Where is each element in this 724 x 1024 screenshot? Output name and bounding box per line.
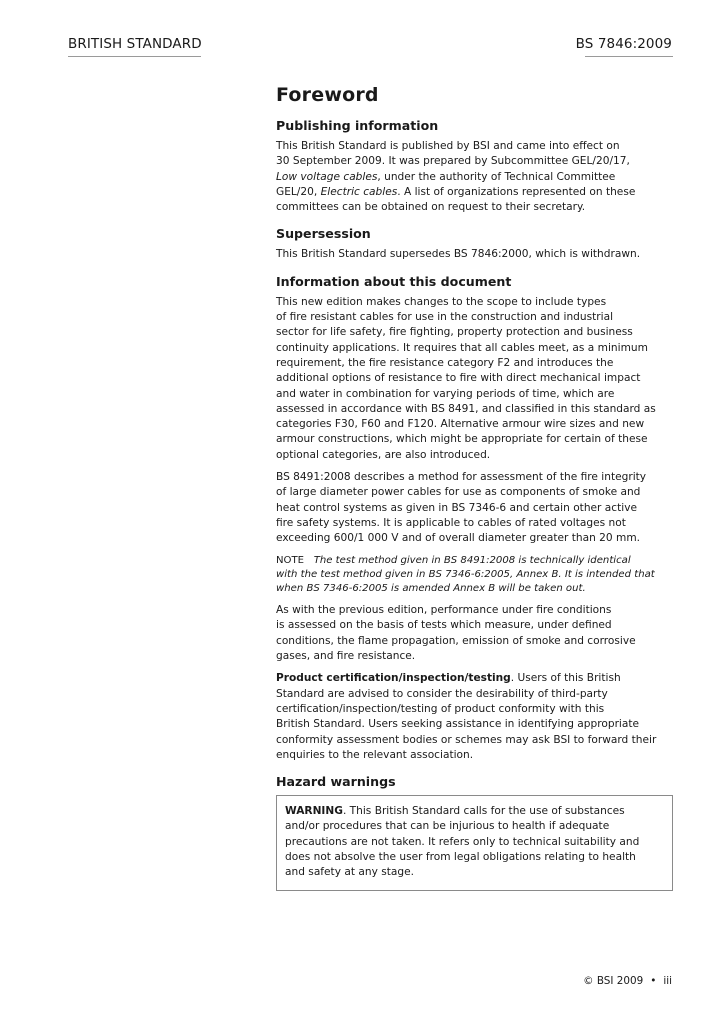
paragraph-supersession: This British Standard supersedes BS 7846:2000, which is withdrawn. bbox=[276, 248, 641, 261]
heading-hazard-warnings: Hazard warnings bbox=[276, 774, 396, 790]
publishing-committee-title: Electric cables bbox=[320, 185, 398, 198]
product-certification-text: . Users of this British Standard are advised to consider the desirability of third-party certification/inspection/testing of product conformity with this British Standard. Users seeking assistance in identifying appropriate conformity assessment bodies or schemes may ask BSI to forward their enquiries to the relevant association. bbox=[276, 672, 657, 761]
heading-supersession: Supersession bbox=[276, 226, 371, 242]
paragraph-publishing bbox=[276, 139, 674, 215]
header-rule-left bbox=[68, 56, 201, 57]
note-label: NOTE bbox=[276, 554, 305, 566]
foreword-content bbox=[276, 84, 674, 891]
product-certification-label: Product certification/inspection/testing bbox=[276, 672, 511, 685]
note bbox=[276, 554, 674, 597]
warning-text: . This British Standard calls for the use of substances and/or procedures that can be injurious to health if adequate precautions are not taken. It refers only to technical suitability and does not absolve the user from legal obligations relating to health and safety at any stage. bbox=[285, 805, 640, 879]
paragraph-information-3: As with the previous edition, performance under fire conditions is assessed on the basis of tests which measure, under defined conditions, the flame propagation, emission of smoke and corrosive gases, and fire resistance. bbox=[276, 604, 636, 663]
warning-label: WARNING bbox=[285, 805, 343, 818]
page-title: Foreword bbox=[276, 84, 379, 106]
publishing-subcommittee-title: Low voltage cables bbox=[276, 170, 378, 183]
footer-separator: • bbox=[650, 975, 657, 987]
warning-paragraph bbox=[285, 804, 663, 880]
note-text: The test method given in BS 8491:2008 is technically identical with the test method given in BS 7346-6:2005, Annex B. It is intended that when BS 7346-6:2005 is amended Annex B will be taken out. bbox=[276, 554, 655, 594]
publishing-text-c: , under the authority of Technical Committee GEL/20, bbox=[276, 170, 616, 198]
footer-copyright: © BSI 2009 bbox=[583, 975, 644, 987]
footer-page-number: iii bbox=[663, 975, 672, 987]
header-rule-right bbox=[585, 56, 673, 57]
warning-box bbox=[276, 795, 673, 890]
paragraph-information-1: This new edition makes changes to the scope to include types of fire resistant cables for use in the construction and industrial sector for life safety, fire fighting, property protection and business continuity applications. It requires that all cables meet, as a minimum requirement, the fire resistance category F2 and introduces the additional options of resistance to fire with direct mechanical impact and water in combination for varying periods of time, which are assessed in accordance with BS 8491, and classified in this standard as categories F30, F60 and F120. Alternative armour wire sizes and new armour constructions, which might be appropriate for certain of these optional categories, are also introduced. bbox=[276, 295, 656, 461]
header-standard-number: BS 7846:2009 bbox=[575, 36, 672, 52]
publishing-text-a: This British Standard is published by BSI and came into effect on 30 September 2009. It was prepared by Subcommittee GEL/20/17, bbox=[276, 140, 630, 168]
paragraph-information-2: BS 8491:2008 describes a method for assessment of the fire integrity of large diameter power cables for use as components of smoke and heat control systems as given in BS 7346-6 and certain other active fire safety systems. It is applicable to cables of rated voltages not exceeding 600/1 000 V and of overall diameter greater than 20 mm. bbox=[276, 471, 647, 545]
heading-information-about-document: Information about this document bbox=[276, 273, 512, 289]
paragraph-product-certification bbox=[276, 671, 674, 763]
heading-publishing-information: Publishing information bbox=[276, 118, 439, 133]
header-standard-label: BRITISH STANDARD bbox=[68, 36, 202, 52]
publishing-text-e: . A list of organizations represented on these committees can be obtained on request to their secretary. bbox=[276, 185, 636, 214]
page-footer bbox=[583, 975, 672, 987]
